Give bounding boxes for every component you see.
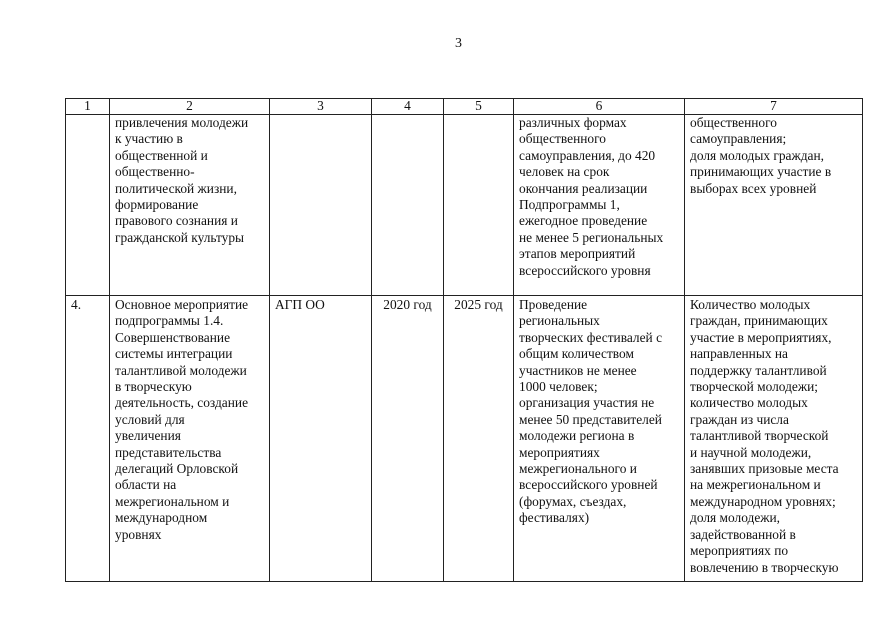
text-line: 1000 человек; [519, 379, 598, 395]
text-line: делегаций Орловской [115, 461, 239, 477]
text-line: количество молодых [690, 395, 808, 411]
indicators-lines [690, 297, 857, 576]
text-line: всероссийского уровней [519, 477, 658, 493]
cell-executor: АГП ОО [270, 296, 372, 582]
text-line: региональных [519, 313, 600, 329]
cell-expected-result [514, 296, 685, 582]
text-line: граждан из числа [690, 411, 789, 427]
text-line: подпрограммы 1.4. [115, 313, 224, 329]
text-line: талантливой молодежи [115, 362, 247, 378]
text-line: всероссийского уровня [519, 262, 651, 278]
cell-indicators [685, 296, 863, 582]
text-line: системы интеграции [115, 346, 233, 362]
text-line: Совершенствование [115, 329, 231, 345]
cell-start-year [372, 115, 444, 296]
header-col-1: 1 [66, 99, 110, 115]
cell-expected-result [514, 115, 685, 296]
text-line: мероприятиях по [690, 543, 789, 559]
activity-name-lines [115, 297, 264, 543]
text-line: области на [115, 477, 177, 493]
text-line: самоуправления; [690, 131, 787, 147]
program-table [65, 98, 863, 582]
text-line: увеличения [115, 428, 181, 444]
text-line: творческих фестивалей с [519, 329, 663, 345]
text-line: принимающих участие в [690, 164, 832, 180]
text-line: направленных на [690, 346, 788, 362]
cell-number [66, 115, 110, 296]
text-line: международном [115, 510, 208, 526]
text-line: общественно- [115, 164, 195, 180]
text-line: менее 50 представителей [519, 411, 662, 427]
text-line: участие в мероприятиях, [690, 329, 832, 345]
header-col-5: 5 [444, 99, 514, 115]
text-line: (форумах, съездах, [519, 493, 627, 509]
text-line: общественной и [115, 147, 208, 163]
text-line: окончания реализации [519, 180, 648, 196]
text-line: деятельность, создание [115, 395, 249, 411]
text-line: выборах всех уровней [690, 180, 817, 196]
text-line: привлечения молодежи [115, 115, 249, 130]
text-line: Проведение [519, 297, 588, 312]
cell-activity-name [110, 115, 270, 296]
text-line: общим количеством [519, 346, 634, 362]
header-col-4: 4 [372, 99, 444, 115]
header-col-2: 2 [110, 99, 270, 115]
text-line: к участию в [115, 131, 183, 147]
table-row-item-4 [66, 296, 863, 582]
cell-end-year: 2025 год [444, 296, 514, 582]
text-line: организация участия не [519, 395, 655, 411]
text-line: межрегиональном и [115, 493, 230, 509]
indicators-lines [690, 115, 857, 197]
text-line: задействованной в [690, 526, 796, 542]
table-row-continuation [66, 115, 863, 296]
header-col-7: 7 [685, 99, 863, 115]
text-line: молодежи региона в [519, 428, 635, 444]
text-line: и научной молодежи, [690, 444, 812, 460]
text-line: вовлечению в творческую [690, 559, 839, 575]
text-line: представительства [115, 444, 222, 460]
text-line: правового сознания и [115, 213, 238, 229]
cell-number: 4. [66, 296, 110, 582]
text-line: занявших призовые места [690, 461, 839, 477]
text-line: этапов мероприятий [519, 246, 636, 262]
text-line: общественного [690, 115, 777, 130]
text-line: Основное мероприятие [115, 297, 249, 312]
page-number: 3 [455, 36, 462, 51]
expected-result-lines [519, 115, 679, 279]
text-line: общественного [519, 131, 606, 147]
text-line: не менее 5 региональных [519, 229, 664, 245]
text-line: участников не менее [519, 362, 637, 378]
text-line: политической жизни, [115, 180, 237, 196]
text-line: Подпрограммы 1, [519, 197, 620, 213]
text-line: межрегионального и [519, 461, 637, 477]
text-line: человек на срок [519, 164, 610, 180]
text-line: международном уровнях; [690, 493, 836, 509]
text-line: поддержку талантливой [690, 362, 827, 378]
header-col-3: 3 [270, 99, 372, 115]
text-line: Количество молодых [690, 297, 811, 312]
text-line: в творческую [115, 379, 192, 395]
expected-result-lines [519, 297, 679, 527]
text-line: различных формах [519, 115, 627, 130]
text-line: доля молодежи, [690, 510, 781, 526]
cell-executor [270, 115, 372, 296]
text-line: творческой молодежи; [690, 379, 819, 395]
cell-start-year: 2020 год [372, 296, 444, 582]
header-col-6: 6 [514, 99, 685, 115]
cell-indicators [685, 115, 863, 296]
cell-activity-name [110, 296, 270, 582]
activity-name-lines [115, 115, 264, 246]
text-line: граждан, принимающих [690, 313, 828, 329]
text-line: доля молодых граждан, [690, 147, 825, 163]
text-line: на межрегиональном и [690, 477, 821, 493]
text-line: условий для [115, 411, 185, 427]
header-row [66, 99, 863, 115]
cell-end-year [444, 115, 514, 296]
text-line: ежегодное проведение [519, 213, 648, 229]
text-line: гражданской культуры [115, 229, 245, 245]
text-line: фестивалях) [519, 510, 590, 526]
text-line: формирование [115, 197, 199, 213]
text-line: талантливой творческой [690, 428, 829, 444]
text-line: уровнях [115, 526, 162, 542]
text-line: самоуправления, до 420 [519, 147, 656, 163]
text-line: мероприятиях [519, 444, 600, 460]
